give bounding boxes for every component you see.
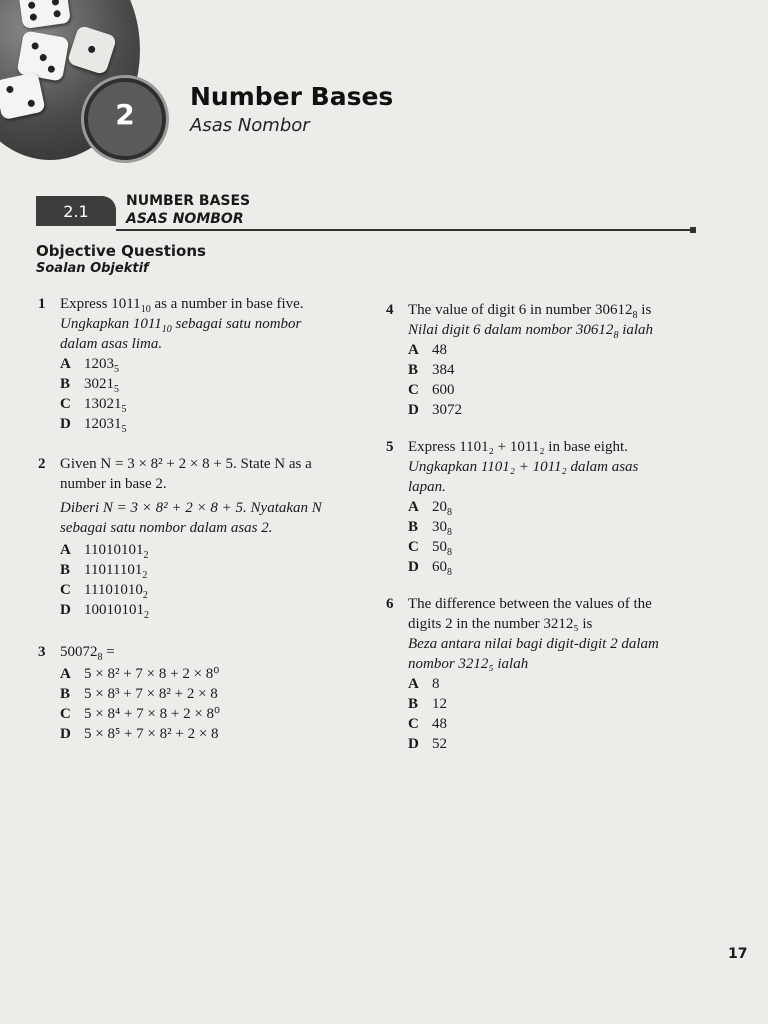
- section-divider: [116, 229, 692, 231]
- question-2: [38, 454, 322, 620]
- question-text-ms: Beza antara nilai bagi digit-digit 2 dalam: [408, 636, 659, 652]
- option-d[interactable]: D $10010101_2$: [60, 602, 149, 621]
- question-text-en: Given N = 3 × 8² + 2 × 8 + 5. State N as a: [60, 456, 312, 472]
- chapter-number: 2: [115, 98, 135, 131]
- question-text-en: The value of digit 6 in number $30612_8$ is: [408, 302, 652, 321]
- chapter-subtitle: Asas Nombor: [190, 115, 310, 136]
- option-d[interactable]: D 52: [408, 736, 447, 752]
- objective-heading: Objective Questions: [36, 242, 206, 260]
- question-text-ms: Ungkapkan $1011_{10}$ sebagai satu nombor: [60, 316, 302, 335]
- option-a[interactable]: A 5 × 8² + 7 × 8 + 2 × 8⁰: [60, 666, 220, 682]
- question-number: 5: [386, 439, 394, 455]
- option-b[interactable]: B $30_8$: [408, 519, 452, 538]
- question-3: [38, 642, 220, 744]
- section-number: 2.1: [63, 202, 89, 221]
- option-c[interactable]: C 5 × 8⁴ + 7 × 8 + 2 × 8⁰: [60, 706, 221, 722]
- option-a[interactable]: A $20_8$: [408, 499, 452, 518]
- question-text-ms: nombor 3212₅ ialah: [408, 656, 529, 672]
- section-tab: [36, 196, 116, 226]
- question-text-en: Express $1011_{10}$ as a number in base five.: [60, 296, 304, 315]
- question-number: 2: [38, 456, 46, 472]
- section-subtitle: ASAS NOMBOR: [126, 211, 244, 227]
- section-title: NUMBER BASES: [126, 193, 251, 209]
- question-number: 1: [38, 296, 46, 312]
- option-a[interactable]: A $11010101_2$: [60, 542, 149, 561]
- page-number: 17: [728, 946, 748, 962]
- question-number: 4: [386, 302, 394, 318]
- divider-end-cap: [690, 227, 696, 233]
- option-c[interactable]: C 48: [408, 716, 447, 732]
- question-number: 6: [386, 596, 394, 612]
- question-text-en: Express 1101₂ + 1011₂ in base eight.: [408, 439, 628, 455]
- question-text-en: number in base 2.: [60, 476, 167, 492]
- option-b[interactable]: B $11011101_2$: [60, 562, 148, 581]
- option-d[interactable]: D 5 × 8⁵ + 7 × 8² + 2 × 8: [60, 726, 219, 742]
- chapter-badge: [84, 78, 166, 160]
- question-text-ms: sebagai satu nombor dalam asas 2.: [60, 520, 273, 536]
- option-c[interactable]: C $50_8$: [408, 539, 452, 558]
- option-d[interactable]: D 3072: [408, 402, 462, 418]
- option-a[interactable]: A $1203_5$: [60, 356, 119, 375]
- question-text-en: The difference between the values of the: [408, 596, 652, 612]
- option-d[interactable]: D $12031_5$: [60, 416, 127, 435]
- question-text-en: digits 2 in the number 3212₅ is: [408, 616, 593, 632]
- option-d[interactable]: D $60_8$: [408, 559, 452, 578]
- option-a[interactable]: A 8: [408, 676, 440, 692]
- question-stem: $50072_8$ =: [60, 644, 115, 663]
- option-b[interactable]: B $3021_5$: [60, 376, 119, 395]
- question-number: 3: [38, 644, 46, 660]
- option-a[interactable]: A 48: [408, 342, 447, 358]
- chapter-title: Number Bases: [190, 82, 394, 111]
- question-text-ms: Ungkapkan 1101₂ + 1011₂ dalam asas: [408, 459, 639, 475]
- option-c[interactable]: C $13021_5$: [60, 396, 127, 415]
- question-text-ms: Nilai digit 6 dalam nombor $30612_8$ ialah: [408, 322, 654, 341]
- question-text-ms: lapan.: [408, 479, 446, 495]
- objective-subheading: Soalan Objektif: [36, 261, 149, 276]
- question-6: [386, 594, 659, 754]
- option-b[interactable]: B 12: [408, 696, 447, 712]
- question-text-ms: Diberi N = 3 × 8² + 2 × 8 + 5. Nyatakan N: [60, 500, 322, 516]
- question-text-ms: dalam asas lima.: [60, 336, 163, 352]
- question-1: [38, 294, 304, 434]
- option-c[interactable]: C 600: [408, 382, 455, 398]
- question-5: [386, 437, 638, 577]
- option-b[interactable]: B 384: [408, 362, 455, 378]
- option-b[interactable]: B 5 × 8³ + 7 × 8² + 2 × 8: [60, 686, 218, 702]
- option-c[interactable]: C $11101010_2$: [60, 582, 148, 601]
- question-4: [386, 300, 653, 420]
